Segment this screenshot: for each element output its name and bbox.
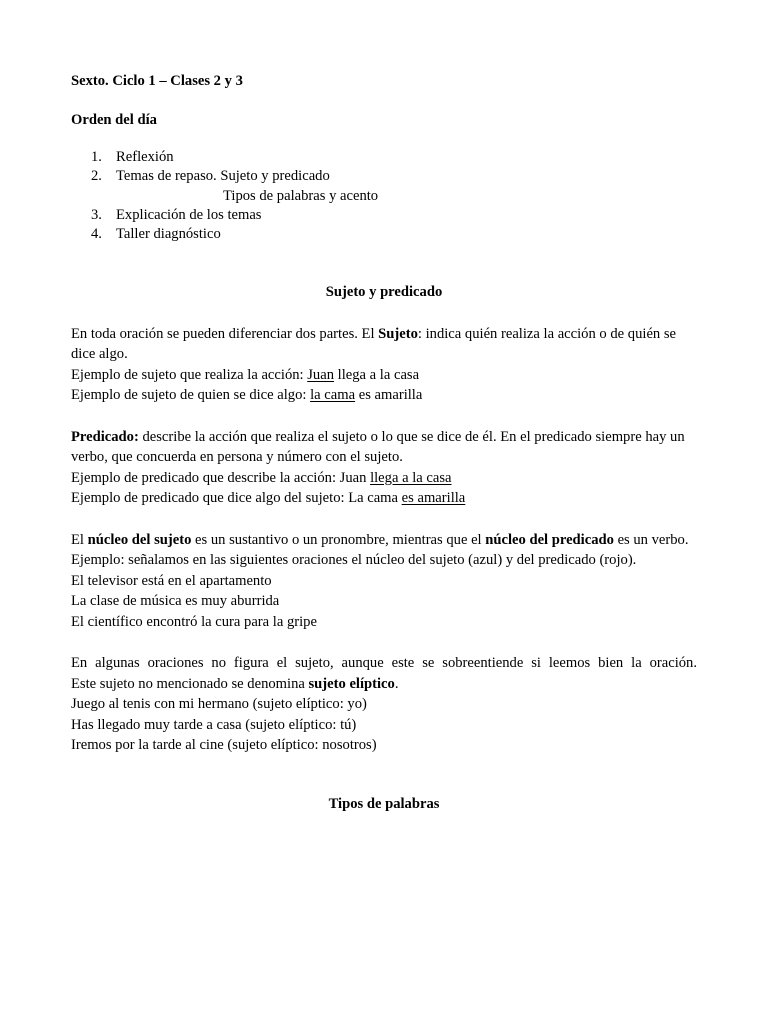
example-sentence: La clase de música es muy aburrida bbox=[71, 593, 280, 610]
list-item: 2. Temas de repaso. Sujeto y predicado bbox=[91, 168, 330, 185]
example-sentence: Has llegado muy tarde a casa (sujeto elíptico: tú) bbox=[71, 716, 357, 733]
paragraph-nucleo: El núcleo del sujeto es un sustantivo o un pronombre, mientras que el núcleo del predicado es un verbo. bbox=[71, 531, 689, 548]
example-line: Ejemplo de predicado que dice algo del sujeto: La cama es amarilla bbox=[71, 490, 466, 507]
agenda-heading: Orden del día bbox=[71, 111, 157, 128]
paragraph-eliptico: En algunas oraciones no figura el sujeto, aunque este se sobreentiende si leemos bien la oración. bbox=[71, 655, 697, 672]
example-sentence: El televisor está en el apartamento bbox=[71, 572, 272, 589]
paragraph-sujeto: En toda oración se pueden diferenciar dos partes. El Sujeto: indica quién realiza la acción o de quién se dice algo. bbox=[71, 325, 677, 363]
document-title: Sexto. Ciclo 1 – Clases 2 y 3 bbox=[71, 73, 243, 89]
list-item: 1. Reflexión bbox=[91, 149, 174, 165]
example-sentence: Juego al tenis con mi hermano (sujeto elíptico: yo) bbox=[71, 696, 367, 713]
document-page bbox=[71, 71, 697, 814]
paragraph-predicado: Predicado: describe la acción que realiza el sujeto o lo que se dice de él. En el predicado siempre hay un verbo, que concuerda en persona y número con el sujeto. bbox=[71, 428, 685, 466]
list-item: 4. Taller diagnóstico bbox=[91, 226, 221, 243]
example-line: Ejemplo de predicado que describe la acción: Juan llega a la casa bbox=[71, 469, 452, 486]
example-intro: Ejemplo: señalamos en las siguientes oraciones el núcleo del sujeto (azul) y del predicado (rojo). bbox=[71, 552, 637, 569]
section-heading-sujeto: Sujeto y predicado bbox=[325, 284, 443, 301]
list-item: 3. Explicación de los temas bbox=[91, 206, 262, 223]
agenda-list bbox=[71, 148, 697, 244]
example-line: Ejemplo de sujeto de quien se dice algo: la cama es amarilla bbox=[71, 387, 423, 404]
example-sentence: El científico encontró la cura para la gripe bbox=[71, 613, 317, 630]
section-heading-tipos: Tipos de palabras bbox=[328, 795, 440, 812]
paragraph-eliptico-2: Este sujeto no mencionado se denomina sujeto elíptico. bbox=[71, 675, 399, 692]
example-sentence: Iremos por la tarde al cine (sujeto elíptico: nosotros) bbox=[71, 737, 377, 754]
example-line: Ejemplo de sujeto que realiza la acción: Juan llega a la casa bbox=[71, 366, 420, 383]
list-item-continuation: Tipos de palabras y acento bbox=[223, 187, 379, 204]
